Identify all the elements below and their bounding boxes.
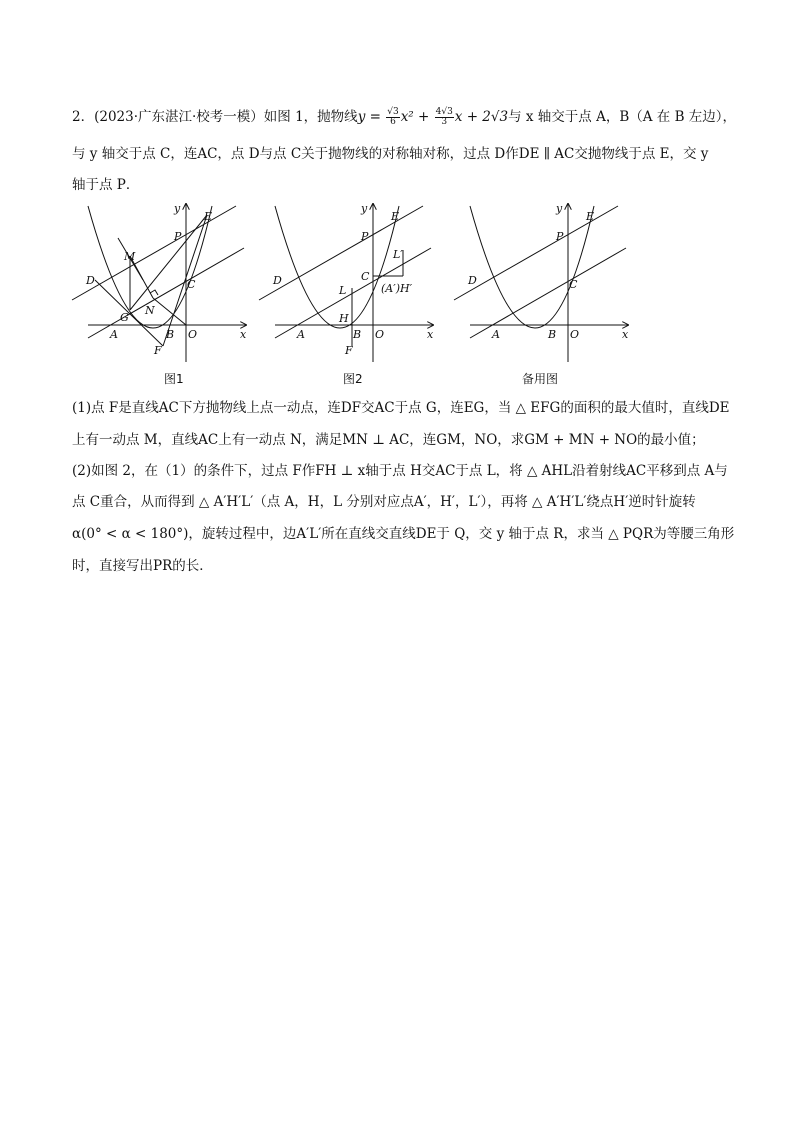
segment-ef [163, 215, 207, 346]
part-2-line-1: (2)如图 2，在（1）的条件下，过点 F作FH ⊥ x轴于点 H交AC于点 L，将 △ AHL沿着射线AC平移到点 A与 [72, 463, 728, 479]
problem-line-2: 与 y 轴交于点 C，连AC，点 D与点 C关于抛物线的对称轴对称，过点 D作DE ∥ AC交抛物线于点 E，交 y [72, 146, 709, 162]
figure-2-caption: 图2 [343, 372, 363, 386]
label-o: O [570, 328, 580, 341]
label-x: x [240, 328, 247, 341]
parabola [470, 206, 594, 328]
label-c: C [187, 278, 196, 291]
label-b: B [548, 328, 557, 341]
fraction-2 [435, 108, 454, 127]
label-d: D [86, 274, 95, 287]
label-n: N [145, 304, 155, 317]
label-c: C [569, 278, 578, 291]
label-o: O [375, 328, 385, 341]
equation-end: x + 2√3 [454, 109, 509, 125]
label-d: D [468, 274, 477, 287]
label-x: x [427, 328, 434, 341]
label-d: D [273, 274, 282, 287]
figure-1-caption: 图1 [164, 372, 184, 386]
label-e: E [204, 210, 213, 223]
label-p: P [174, 230, 182, 243]
segment-eg [130, 215, 207, 310]
label-h: H [339, 312, 349, 325]
label-m: M [124, 250, 136, 263]
fraction-2-denominator: 3 [441, 117, 448, 127]
label-a: A [492, 328, 500, 341]
label-e: E [586, 210, 595, 223]
label-p: P [556, 230, 564, 243]
figure-backup-caption: 备用图 [522, 372, 559, 386]
label-y: y [556, 202, 563, 215]
parabola [275, 206, 399, 328]
label-b: B [166, 328, 175, 341]
label-f: F [154, 344, 162, 357]
label-ahp: (A′)H′ [381, 282, 413, 295]
part-2-line-4: 时，直接写出PR的长． [72, 558, 213, 574]
label-y: y [174, 202, 181, 215]
part-2-line-3: α(0° < α < 180°)，旋转过程中，边A′L′所在直线交直线DE于 Q，交 y 轴于点 R，求当 △ PQR为等腰三角形 [72, 526, 735, 542]
label-b: B [353, 328, 362, 341]
fraction-1-numerator: √3 [387, 107, 399, 117]
part-1-line-2: 上有一动点 M，直线AC上有一动点 N，满足MN ⊥ AC，连GM，NO，求GM + MN + NO的最小值； [72, 432, 705, 448]
label-x: x [622, 328, 629, 341]
label-a: A [297, 328, 305, 341]
label-o: O [188, 328, 198, 341]
problem-line-1 [72, 107, 736, 127]
label-p: P [361, 230, 369, 243]
problem-intro-suffix: 与 x 轴交于点 A，B（A 在 B 左边）， [508, 109, 737, 125]
label-e: E [391, 210, 400, 223]
equation-mid: x² + [400, 109, 434, 125]
figure-2 [255, 200, 445, 370]
part-1-line-1: (1)点 F是直线AC下方抛物线上点一动点，连DF交AC于点 G，连EG，当 △ EFG的面积的最大值时，直线DE [72, 400, 730, 416]
figure-backup [450, 200, 640, 370]
problem-intro: 2．(2023·广东湛江·校考一模）如图 1，抛物线 [72, 109, 358, 125]
fraction-2-numerator: 4√3 [435, 107, 453, 117]
fraction-1-denominator: 6 [390, 117, 396, 127]
equation-lhs: y = [357, 109, 386, 125]
label-a: A [110, 328, 118, 341]
label-f: F [345, 344, 353, 357]
label-c: C [361, 270, 370, 283]
label-y: y [361, 202, 368, 215]
figures-row [60, 200, 660, 390]
fraction-1 [386, 108, 399, 127]
problem-line-3: 轴于点 P． [72, 177, 140, 193]
label-g: G [120, 311, 129, 324]
label-lp: L′ [393, 248, 403, 261]
part-2-line-2: 点 C重合，从而得到 △ A′H′L′（点 A，H，L 分别对应点A′，H′，L′），再将 △ A′H′L′绕点H′逆时针旋转 [72, 494, 696, 510]
figure-1 [68, 200, 258, 370]
label-l: L [339, 284, 347, 297]
